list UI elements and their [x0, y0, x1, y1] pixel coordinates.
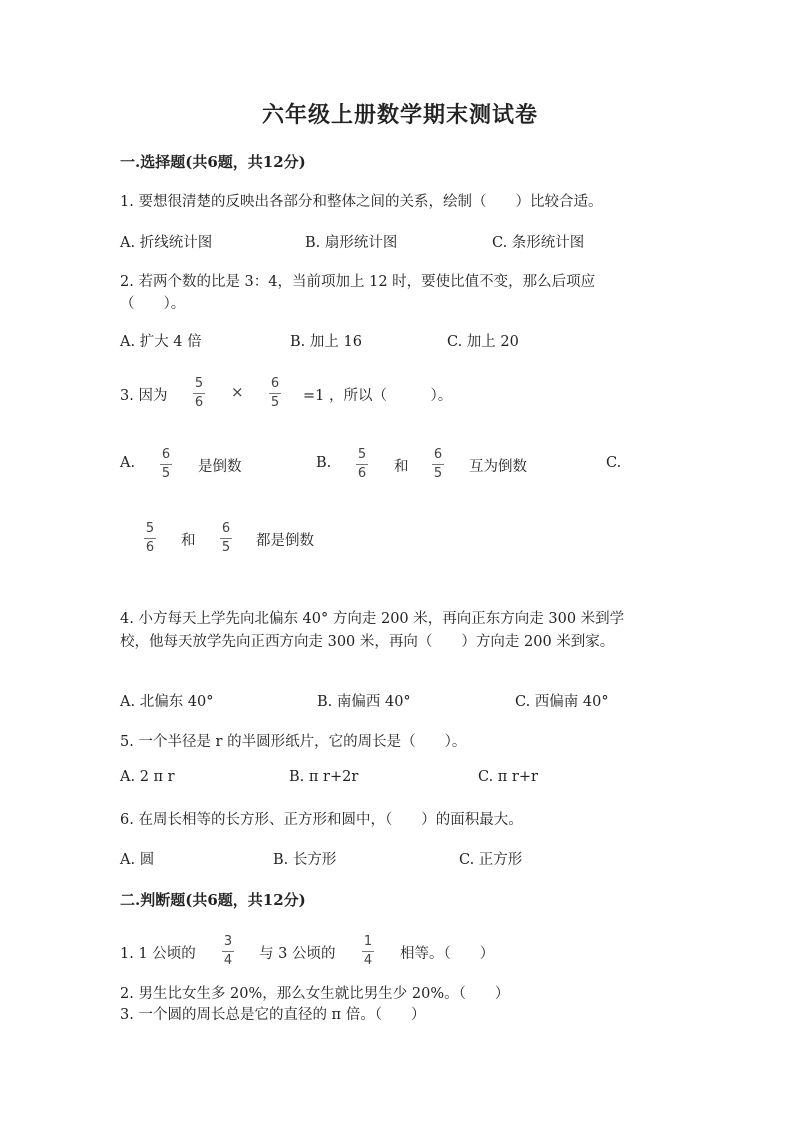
- question-1-option-c: C. 条形统计图: [492, 235, 585, 251]
- question-3-option-b-fraction-1: [356, 447, 368, 482]
- fraction-numerator: 6: [221, 521, 231, 536]
- question-3-option-c-fraction-1: [144, 521, 156, 556]
- question-3-fraction-1: [193, 376, 205, 411]
- fraction-bar: [144, 538, 156, 539]
- question-1-text: 1. 要想很清楚的反映出各部分和整体之间的关系，绘制（ ）比较合适。: [120, 194, 603, 210]
- question-3-prefix: 3. 因为: [120, 388, 168, 404]
- fraction-bar: [356, 464, 368, 465]
- fraction-denominator: 5: [221, 540, 231, 555]
- fraction-bar: [193, 393, 205, 394]
- question-5-option-c: C. π r+r: [478, 769, 538, 785]
- question-6-text: 6. 在周长相等的长方形、正方形和圆中，（ ）的面积最大。: [120, 812, 523, 828]
- judgement-1-prefix: 1. 1 公顷的: [120, 946, 196, 962]
- fraction-denominator: 4: [223, 953, 233, 968]
- question-2-line-2: （ ）。: [120, 296, 186, 312]
- question-2-option-a: A. 扩大 4 倍: [120, 334, 202, 350]
- fraction-bar: [222, 951, 234, 952]
- multiply-sign: ×: [231, 383, 244, 401]
- question-6-option-b: B. 长方形: [273, 852, 337, 868]
- question-3-option-b-label: B.: [316, 455, 332, 471]
- section-heading-choice: 一.选择题(共6题，共12分): [120, 153, 306, 171]
- fraction-bar: [362, 951, 374, 952]
- question-3-option-a-label: A.: [120, 455, 136, 471]
- fraction-bar: [432, 464, 444, 465]
- fraction-denominator: 6: [145, 540, 155, 555]
- fraction-numerator: 6: [270, 376, 280, 391]
- question-3-option-c-and: 和: [181, 533, 196, 549]
- question-4-line-2: 校，他每天放学先向正西方向走 300 米，再向（ ）方向走 200 米到家。: [120, 634, 615, 650]
- question-6-option-a: A. 圆: [120, 852, 155, 868]
- fraction-bar: [269, 393, 281, 394]
- question-4-option-a: A. 北偏东 40°: [120, 694, 214, 710]
- question-3-suffix: =1 ，所以（ ）。: [303, 388, 453, 404]
- question-5-option-a: A. 2 π r: [120, 769, 175, 785]
- judgement-1-fraction-2: [362, 934, 374, 969]
- question-3-option-c-text: 都是倒数: [256, 533, 314, 549]
- fraction-denominator: 5: [161, 466, 171, 481]
- fraction-denominator: 6: [194, 395, 204, 410]
- question-2-option-b: B. 加上 16: [290, 334, 362, 350]
- question-4-line-1: 4. 小方每天上学先向北偏东 40° 方向走 200 米，再向正东方向走 300 米到学: [120, 611, 625, 627]
- question-4-option-c: C. 西偏南 40°: [515, 694, 609, 710]
- question-3-option-b-fraction-2: [432, 447, 444, 482]
- fraction-denominator: 5: [433, 466, 443, 481]
- question-5-option-b: B. π r+2r: [289, 769, 359, 785]
- question-1-option-a: A. 折线统计图: [120, 235, 213, 251]
- fraction-numerator: 5: [145, 521, 155, 536]
- question-5-text: 5. 一个半径是 r 的半圆形纸片，它的周长是（ ）。: [120, 734, 467, 750]
- question-3-option-b-text: 互为倒数: [469, 459, 527, 475]
- fraction-numerator: 1: [363, 934, 373, 949]
- fraction-bar: [220, 538, 232, 539]
- judgement-3-text: 3. 一个圆的周长总是它的直径的 π 倍。（ ）: [120, 1007, 426, 1023]
- fraction-numerator: 6: [161, 447, 171, 462]
- question-3-fraction-2: [269, 376, 281, 411]
- judgement-1-suffix: 相等。（ ）: [400, 946, 495, 962]
- question-1-option-b: B. 扇形统计图: [305, 235, 398, 251]
- fraction-bar: [160, 464, 172, 465]
- question-6-option-c: C. 正方形: [459, 852, 523, 868]
- question-3-option-a-text: 是倒数: [198, 459, 242, 475]
- fraction-denominator: 5: [270, 395, 280, 410]
- fraction-denominator: 4: [363, 953, 373, 968]
- question-3-option-c-label: C.: [606, 455, 622, 471]
- fraction-numerator: 6: [433, 447, 443, 462]
- page-title: 六年级上册数学期末测试卷: [261, 102, 538, 128]
- fraction-numerator: 3: [223, 934, 233, 949]
- question-4-option-b: B. 南偏西 40°: [317, 694, 411, 710]
- question-3-option-c-fraction-2: [220, 521, 232, 556]
- section-heading-judgement: 二.判断题(共6题，共12分): [120, 891, 306, 909]
- judgement-1-middle: 与 3 公顷的: [259, 946, 336, 962]
- fraction-denominator: 6: [357, 466, 367, 481]
- fraction-numerator: 5: [357, 447, 367, 462]
- question-2-line-1: 2. 若两个数的比是 3：4，当前项加上 12 时，要使比值不变，那么后项应: [120, 274, 596, 290]
- question-3-option-b-and: 和: [394, 459, 409, 475]
- fraction-numerator: 5: [194, 376, 204, 391]
- question-3-option-a-fraction: [160, 447, 172, 482]
- judgement-1-fraction-1: [222, 934, 234, 969]
- question-2-option-c: C. 加上 20: [447, 334, 519, 350]
- judgement-2-text: 2. 男生比女生多 20%，那么女生就比男生少 20%。（ ）: [120, 986, 510, 1002]
